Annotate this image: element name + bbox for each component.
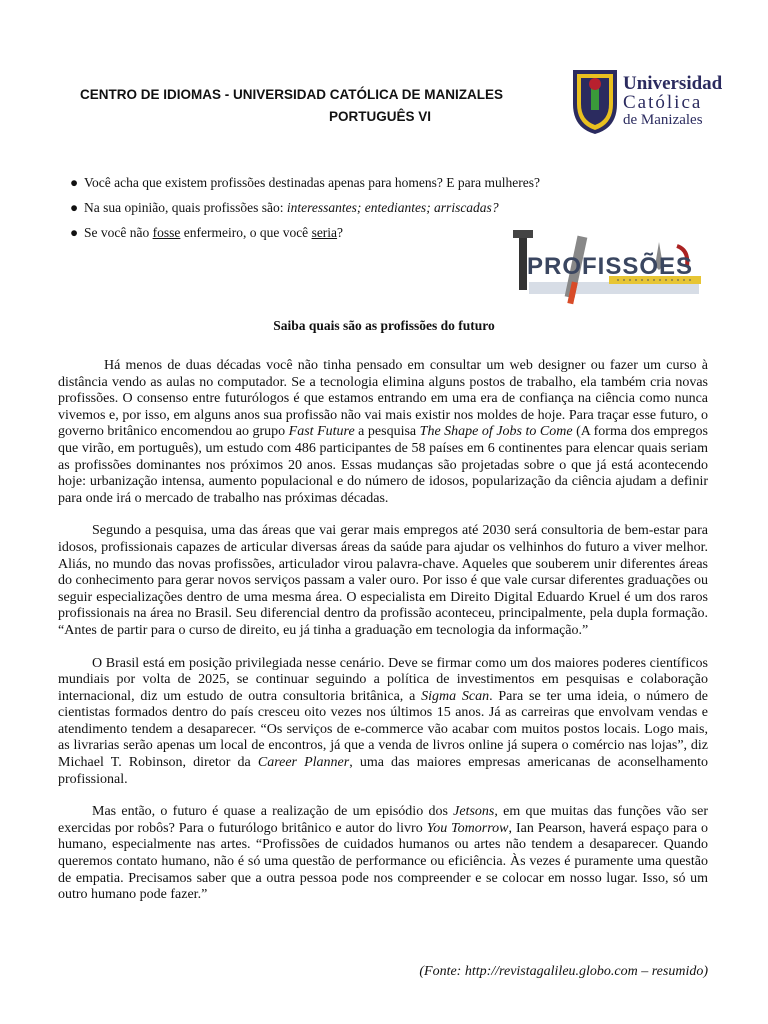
article-paragraph-4 (58, 804, 708, 904)
p3-text-a: O Brasil está em posição privilegiada nesse cenário. Deve se firmar como um dos maiores poderes científicos mundiais por volta de 2025, se continuar seguindo a política de investimentos em pesquisas e colaboração internacional, diz um estudo de outra consultoria britânica, a (58, 655, 708, 704)
p4-text-a: Mas então, o futuro é quase a realização de um episódio dos (92, 804, 454, 820)
p1-text-c: (A forma dos empregos que virão, em português), um estudo com 486 participantes de 58 países em 6 continentes para elencar quais seriam as profissões dominantes nos próximos 20 anos. Essas mudanças são projetadas sobre o que já está acontecendo hoje: urbanização intensa, aumento populacional e do número de idosos, popularização da ciência ajudam a definir para onde irá o mercado de trabalho nas próximas décadas. (58, 424, 708, 506)
logo-wordmark (623, 74, 722, 128)
header-course: PORTUGUÊS VI (328, 109, 431, 124)
profissoes-banner (509, 222, 709, 314)
question-1 (70, 170, 630, 195)
logo-line-1: Universidad (623, 73, 723, 94)
question-3-text-c: ? (337, 225, 344, 240)
p1-text-a: Há menos de duas décadas você não tinha pensado em consultar um web designer ou fazer um curso à distância vendo as aulas no computador. Se a tecnologia elimina alguns postos de trabalho, ela também cria novas profissões. O consenso entre futurólogos é que estamos entrando em uma era de confiança na ciência como nunca vivemos e, por isso, em alguns anos sua profissão não vai mais existir nos moldes de hoje. Para traçar esse futuro, o governo britânico encomendou ao grupo (58, 358, 708, 440)
article-title: Saiba quais são as profissões do futuro (273, 318, 495, 333)
p1-italic-2: The Shape of Jobs to Come (419, 424, 573, 440)
p4-text-b: , em que muitas das funções vão ser exercidas por robôs? Para o futurólogo britânico e autor do livro (58, 804, 709, 836)
bullet-icon: ● (70, 225, 79, 240)
university-crest-icon (567, 66, 623, 138)
bullet-icon: ● (70, 200, 79, 215)
university-logo (567, 66, 727, 138)
question-2-options: interessantes; entediantes; arriscadas? (286, 200, 499, 215)
article-source: (Fonte: http://revistagalileu.globo.com – resumido) (419, 964, 708, 979)
question-3-text-a: Se você não (84, 225, 153, 240)
article-paragraph-3 (58, 656, 708, 789)
article-body (58, 358, 708, 920)
question-1-text: Você acha que existem profissões destinadas apenas para homens? E para mulheres? (84, 175, 540, 190)
document-header (0, 84, 640, 128)
logo-line-2: Católica (623, 92, 703, 113)
p4-italic-1: Jetsons (453, 804, 495, 820)
question-3-text-b: enfermeiro, o que você (180, 225, 312, 240)
p1-text-b: a pesquisa (354, 424, 420, 440)
article-paragraph-1 (58, 358, 708, 507)
header-institution: CENTRO DE IDIOMAS - UNIVERSIDAD CATÓLICA DE MANIZALES (80, 87, 504, 102)
bullet-icon: ● (70, 175, 79, 190)
profissoes-illustration-icon (509, 222, 709, 314)
article-paragraph-2: Segundo a pesquisa, uma das áreas que vai gerar mais empregos até 2030 será consultoria de bem-estar para idosos, profissionais capazes de articular diversas áreas da saúde para ajudar os velhinhos do futuro a viver melhor. Aliás, no mundo das novas profissões, articulador virou palavra-chave. Aqueles que souberem unir diferentes áreas do conhecimento para gerar novos serviços passam a valer ouro. Por isso é que vale cursar diferentes graduações ou seguir especializações dentro de uma mesma área. O especialista em Direito Digital Eduardo Kruel é um dos raros profissionais na área no Brasil. Seu diferencial dentro da profissão aconteceu, principalmente, pela dupla formação. “Antes de partir para o curso de direito, eu já tinha a graduação em tecnologia da informação.” (58, 523, 708, 638)
p3-text-c: , uma das maiores empresas americanas de aconselhamento profissional. (58, 755, 708, 787)
p4-text-c: , Ian Pearson, haverá espaço para o humano, especialmente nas artes. “Profissões de cuidados humanos ou artes não tendem a desaparecer. Quando queremos contato humano, não é só uma questão de performance ou eficiência. Às vezes é puramente uma questão de empatia. Precisamos saber que a outra pessoa pode nos compreender e se colocar em nosso lugar. Isso, só um outro humano pode fazer.” (58, 820, 709, 903)
question-2-text: Na sua opinião, quais profissões são: (84, 200, 287, 215)
p4-italic-2: You Tomorrow (426, 820, 509, 836)
question-3-underline-2: seria (311, 225, 338, 240)
p3-italic-1: Sigma Scan (421, 688, 490, 704)
banner-text: PROFISSÕES (527, 253, 694, 280)
question-2 (70, 195, 630, 220)
p3-text-b: . Para se ter uma ideia, o número de cientistas formados dentro do país cresceu oito vezes nos últimos 15 anos. Já as carreiras que envolvam vendas e atendimento tendem a desaparecer. “Os serviços de e-commerce vão acabar com muitos postos locais. Logo mais, as livrarias serão apenas um local de encontros, já que a venda de livros online já supera o comércio nas lojas”, diz Michael T. Robinson, diretor da (58, 688, 709, 771)
logo-line-3: de Manizales (623, 112, 703, 128)
p1-italic-1: Fast Future (288, 424, 355, 440)
question-3-underline-1: fosse (152, 225, 181, 240)
p3-italic-2: Career Planner (257, 755, 350, 771)
